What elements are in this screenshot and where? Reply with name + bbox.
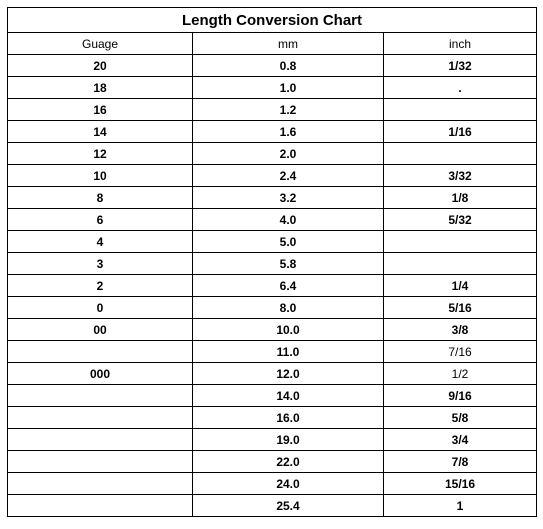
gauge-cell — [8, 341, 193, 363]
inch-cell — [384, 99, 537, 121]
table-row — [8, 55, 537, 77]
gauge-cell: 000 — [8, 363, 193, 385]
table-row — [8, 209, 537, 231]
inch-cell: 3/4 — [384, 429, 537, 451]
mm-cell: 25.4 — [193, 495, 384, 517]
column-header-inch: inch — [384, 33, 537, 55]
table-row — [8, 319, 537, 341]
inch-cell: 1/2 — [384, 363, 537, 385]
mm-cell: 12.0 — [193, 363, 384, 385]
inch-cell: 1/4 — [384, 275, 537, 297]
mm-cell: 0.8 — [193, 55, 384, 77]
gauge-cell: 12 — [8, 143, 193, 165]
mm-cell: 2.0 — [193, 143, 384, 165]
table-row — [8, 165, 537, 187]
table-row — [8, 297, 537, 319]
header-row — [8, 33, 537, 55]
inch-cell: 7/16 — [384, 341, 537, 363]
table-row — [8, 473, 537, 495]
gauge-cell: 0 — [8, 297, 193, 319]
mm-cell: 3.2 — [193, 187, 384, 209]
table-row — [8, 429, 537, 451]
gauge-cell: 14 — [8, 121, 193, 143]
inch-cell — [384, 143, 537, 165]
gauge-cell — [8, 429, 193, 451]
gauge-cell: 8 — [8, 187, 193, 209]
mm-cell: 19.0 — [193, 429, 384, 451]
gauge-cell: 6 — [8, 209, 193, 231]
mm-cell: 14.0 — [193, 385, 384, 407]
table-row — [8, 231, 537, 253]
inch-cell: 3/32 — [384, 165, 537, 187]
mm-cell: 4.0 — [193, 209, 384, 231]
inch-cell: 1 — [384, 495, 537, 517]
mm-cell: 8.0 — [193, 297, 384, 319]
mm-cell: 24.0 — [193, 473, 384, 495]
gauge-cell — [8, 407, 193, 429]
mm-cell: 16.0 — [193, 407, 384, 429]
mm-cell: 2.4 — [193, 165, 384, 187]
mm-cell: 1.6 — [193, 121, 384, 143]
inch-cell: 15/16 — [384, 473, 537, 495]
table-body — [8, 55, 537, 517]
table-row — [8, 275, 537, 297]
gauge-cell: 3 — [8, 253, 193, 275]
inch-cell: . — [384, 77, 537, 99]
mm-cell: 22.0 — [193, 451, 384, 473]
inch-cell: 1/32 — [384, 55, 537, 77]
table-row — [8, 341, 537, 363]
gauge-cell — [8, 451, 193, 473]
inch-cell: 3/8 — [384, 319, 537, 341]
table-row — [8, 187, 537, 209]
inch-cell: 1/8 — [384, 187, 537, 209]
gauge-cell: 10 — [8, 165, 193, 187]
title-row — [8, 8, 537, 33]
inch-cell: 1/16 — [384, 121, 537, 143]
table-row — [8, 363, 537, 385]
gauge-cell: 2 — [8, 275, 193, 297]
table-row — [8, 407, 537, 429]
table-row — [8, 253, 537, 275]
mm-cell: 1.2 — [193, 99, 384, 121]
table-row — [8, 385, 537, 407]
inch-cell: 5/8 — [384, 407, 537, 429]
chart-title: Length Conversion Chart — [8, 8, 537, 33]
table-row — [8, 451, 537, 473]
inch-cell — [384, 231, 537, 253]
column-header-mm: mm — [193, 33, 384, 55]
mm-cell: 5.0 — [193, 231, 384, 253]
table-row — [8, 495, 537, 517]
mm-cell: 6.4 — [193, 275, 384, 297]
inch-cell: 5/32 — [384, 209, 537, 231]
inch-cell — [384, 253, 537, 275]
gauge-cell: 18 — [8, 77, 193, 99]
gauge-cell: 20 — [8, 55, 193, 77]
gauge-cell: 16 — [8, 99, 193, 121]
mm-cell: 5.8 — [193, 253, 384, 275]
mm-cell: 1.0 — [193, 77, 384, 99]
gauge-cell — [8, 473, 193, 495]
table-row — [8, 99, 537, 121]
mm-cell: 10.0 — [193, 319, 384, 341]
inch-cell: 9/16 — [384, 385, 537, 407]
length-conversion-table — [7, 7, 537, 517]
inch-cell: 7/8 — [384, 451, 537, 473]
table-row — [8, 77, 537, 99]
gauge-cell: 4 — [8, 231, 193, 253]
mm-cell: 11.0 — [193, 341, 384, 363]
gauge-cell: 00 — [8, 319, 193, 341]
gauge-cell — [8, 495, 193, 517]
inch-cell: 5/16 — [384, 297, 537, 319]
gauge-cell — [8, 385, 193, 407]
table-row — [8, 143, 537, 165]
table-row — [8, 121, 537, 143]
column-header-gauge: Guage — [8, 33, 193, 55]
